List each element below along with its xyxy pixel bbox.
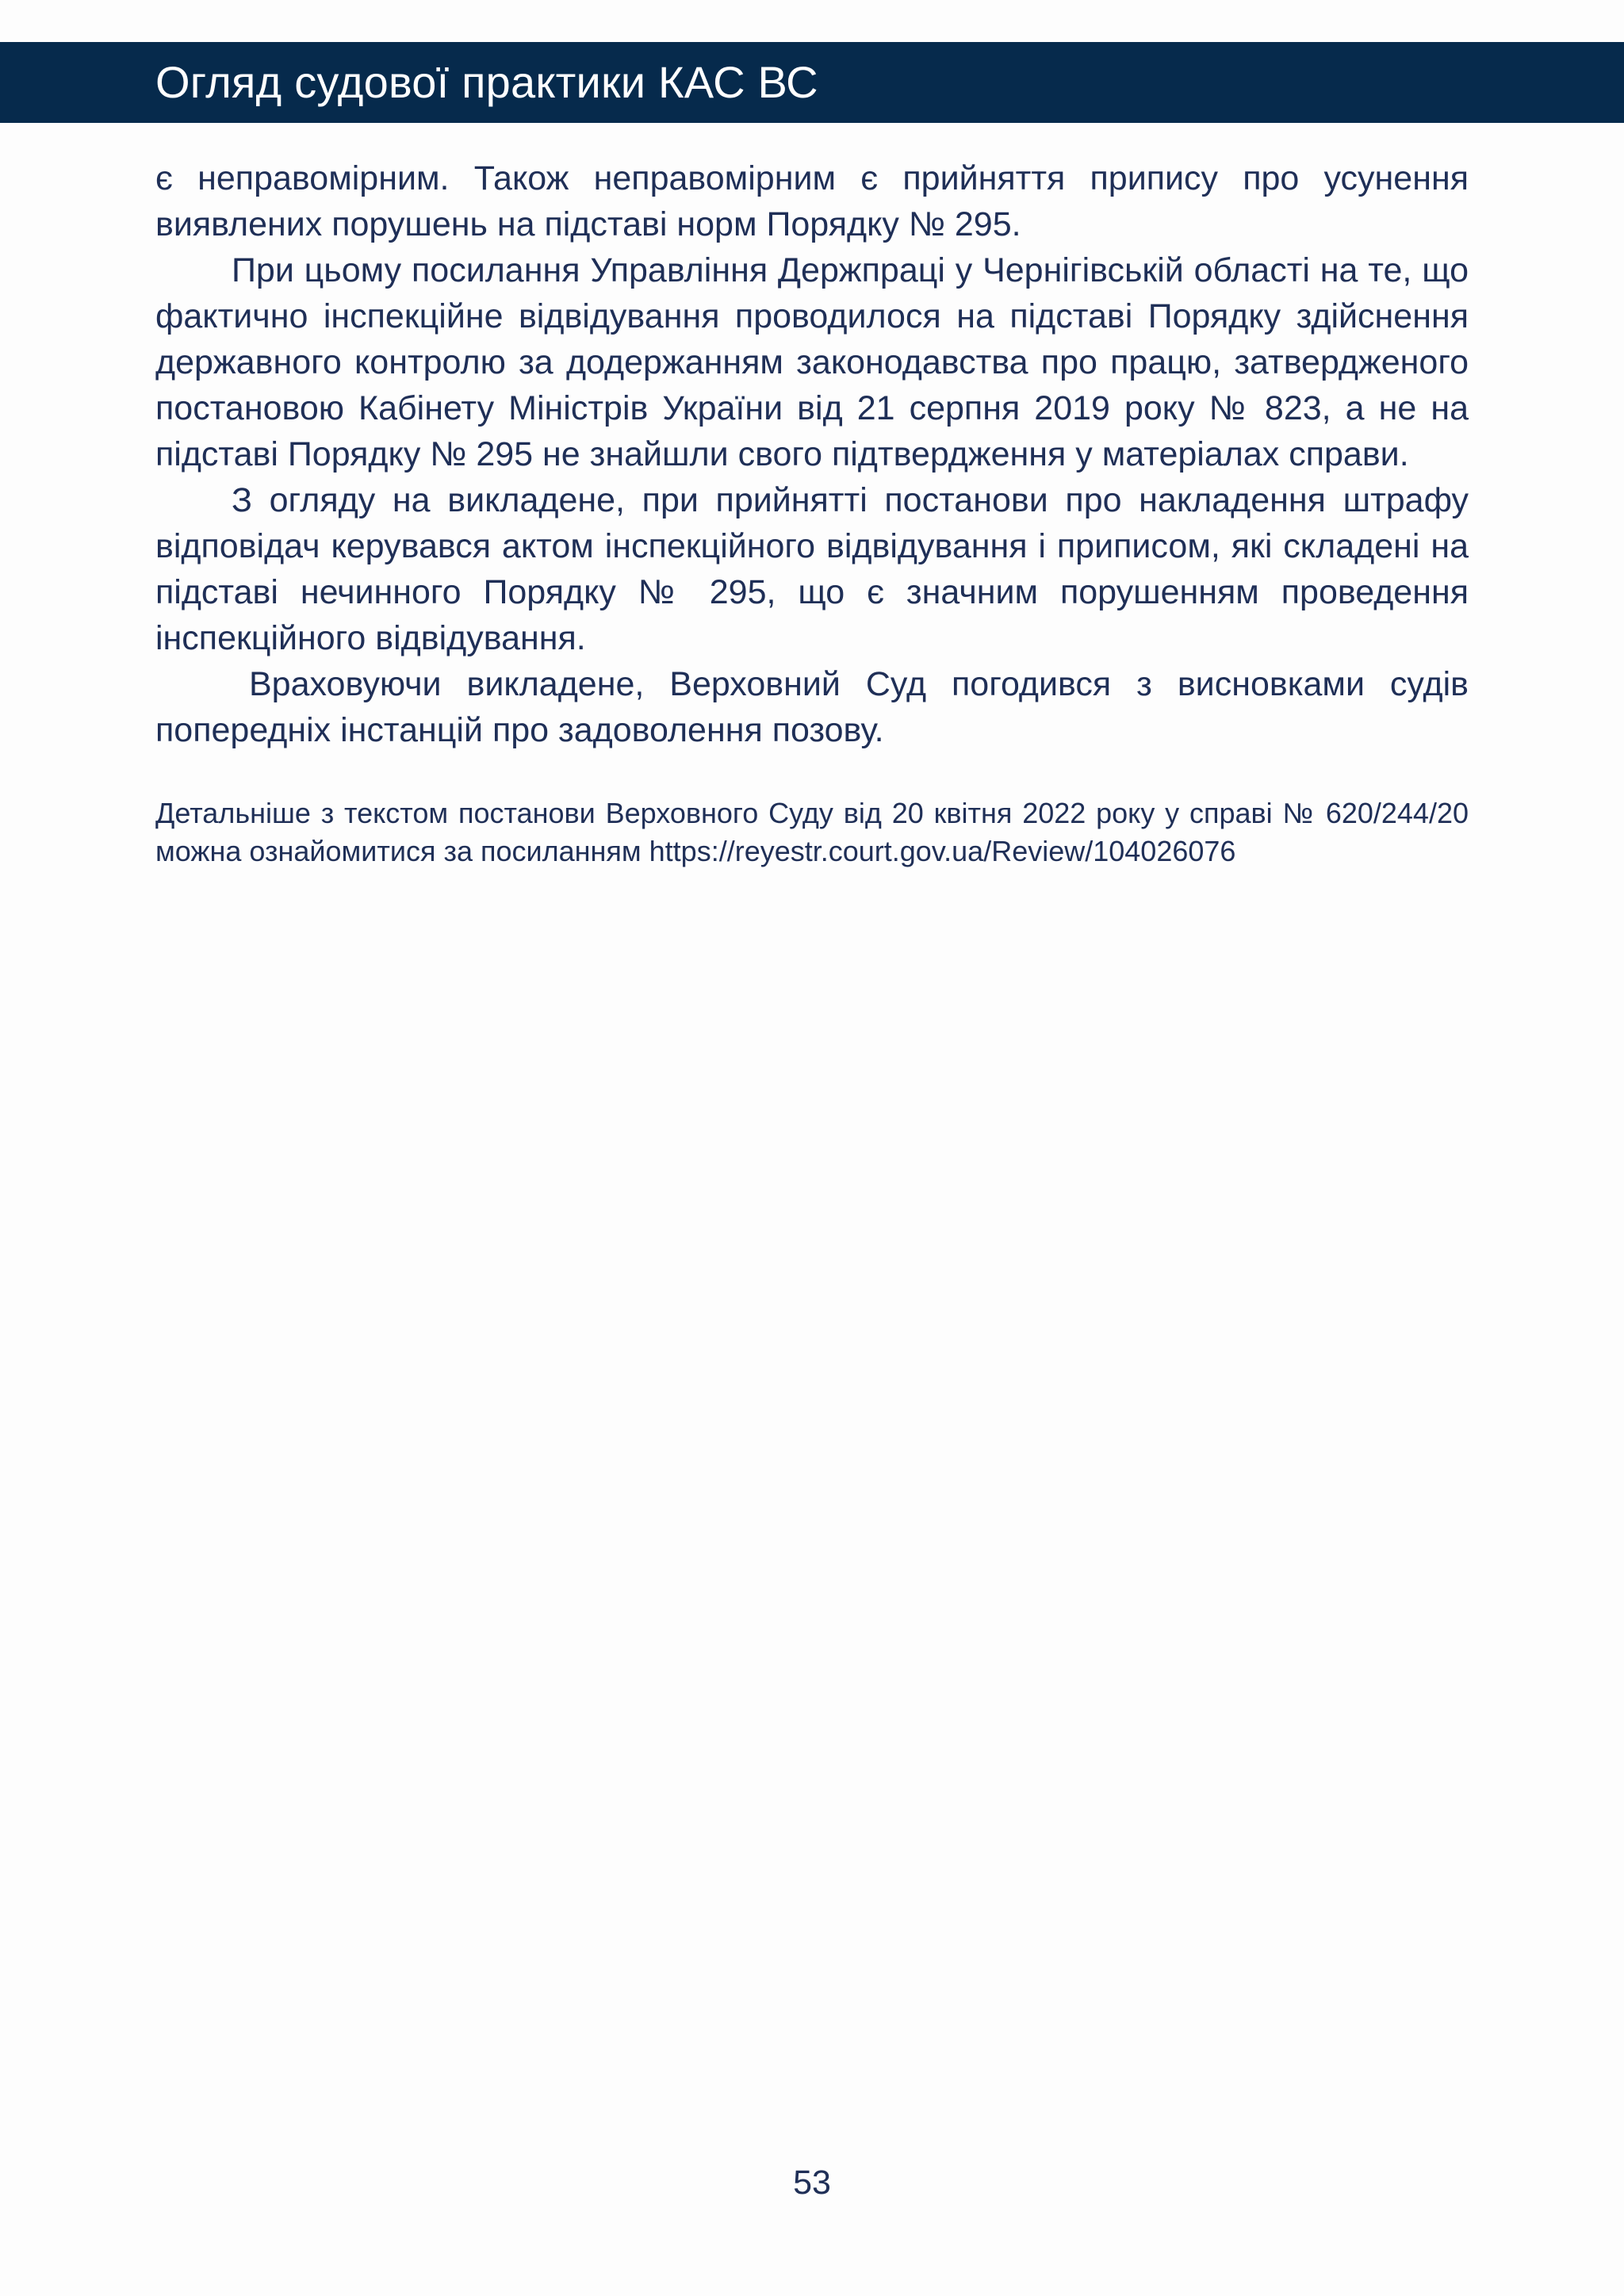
page-number: 53 xyxy=(793,2164,831,2202)
paragraph-4: Враховуючи викладене, Верховний Суд погодився з висновками судів попередніх інстанцій про задоволення позову. xyxy=(155,665,1469,749)
paragraph-3: З огляду на викладене, при прийнятті постанови про накладення штрафу відповідач керувався актом інспекційного відвідування і приписом, які складені на підставі нечинного Порядку № 295, що є значним порушенням проведення інспекційного відвідування. xyxy=(155,481,1469,657)
reference-note: Детальніше з текстом постанови Верховного Суду від 20 квітня 2022 року у справі № 620/244/20 можна ознайомитися за посиланням https://reyestr.court.gov.ua/Review/104026076 xyxy=(155,797,1469,867)
paragraph-1: є неправомірним. Також неправомірним є прийняття припису про усунення виявлених порушень на підставі норм Порядку № 295. xyxy=(155,159,1469,243)
header-title: Огляд судової практики КАС ВС xyxy=(155,57,818,107)
document-body xyxy=(155,155,1469,871)
paragraph-2: При цьому посилання Управління Держпраці у Чернігівській області на те, що фактично інспекційне відвідування проводилося на підставі Порядку здійснення державного контролю за додержанням законодавства про працю, затвердженого постановою Кабінету Міністрів України від 21 серпня 2019 року № 823, а не на підставі Порядку № 295 не знайшли свого підтвердження у матеріалах справи. xyxy=(155,251,1469,473)
header-band xyxy=(0,42,1624,123)
